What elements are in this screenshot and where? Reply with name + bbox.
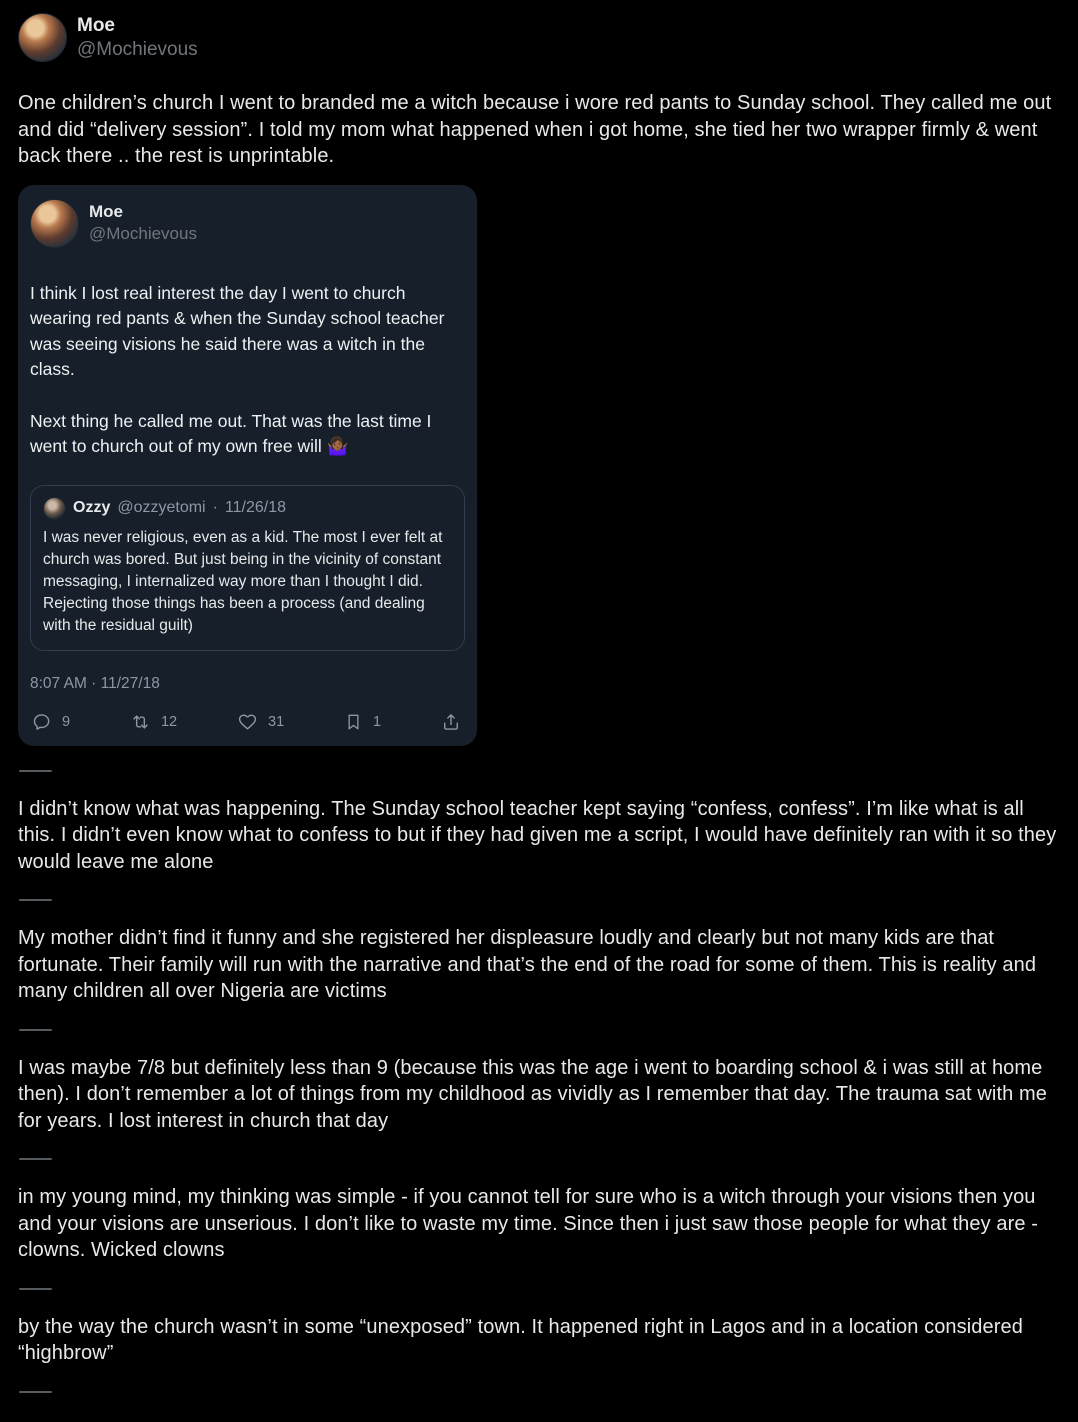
author-avatar[interactable]: [18, 13, 67, 62]
reply-button[interactable]: [32, 712, 70, 732]
author-display-name[interactable]: Moe: [77, 14, 115, 36]
quoted-meta-separator: ·: [212, 499, 218, 516]
embedded-tweet-paragraph: Next thing he called me out. That was the last time I went to church out of my own free will 🤷🏾‍♀️: [30, 410, 432, 456]
embedded-tweet-image[interactable]: [18, 185, 477, 746]
thread-divider: [19, 1029, 52, 1031]
thread-divider: [19, 1391, 52, 1393]
thread-tweet-text: I was maybe 7/8 but definitely less than 9 (because this was the age i went to boarding school & i was still at home then). I don’t remember a lot of things from my childhood as vividly as I remember that day. The trauma sat with me for years. I lost interest in church that day: [18, 1056, 1047, 1132]
like-count: 31: [268, 713, 285, 730]
tweet-header: [18, 0, 1060, 62]
like-button[interactable]: [237, 712, 284, 732]
embedded-tweet-paragraph: I think I lost real interest the day I went to church wearing red pants & when the Sunday school teacher was seeing visions he said there was a witch in the class.: [30, 282, 445, 379]
thread-divider: [19, 1288, 52, 1290]
thread-divider: [19, 770, 52, 772]
bookmark-button[interactable]: [344, 712, 381, 732]
reply-icon: [32, 712, 52, 732]
tweet-action-bar: [30, 712, 465, 734]
bookmark-count: 1: [373, 713, 382, 730]
bookmark-icon: [344, 712, 363, 732]
reply-count: 9: [62, 713, 71, 730]
thread-divider: [19, 899, 52, 901]
quoted-tweet-date: 11/26/18: [224, 499, 287, 516]
repost-icon: [130, 712, 151, 732]
tweet-timestamp: 8:07 AM · 11/27/18: [30, 674, 160, 692]
embedded-author-avatar: [30, 199, 79, 248]
quoted-author-avatar: [43, 497, 66, 520]
quoted-tweet-header: [43, 497, 452, 520]
quoted-tweet-card: [30, 485, 465, 651]
thread-tweet-text: by the way the church wasn’t in some “unexposed” town. It happened right in Lagos and in a location considered “highbrow”: [18, 1315, 1023, 1364]
quoted-author-handle: @ozzyetomi: [117, 499, 206, 516]
repost-button[interactable]: [130, 712, 177, 732]
share-button[interactable]: [441, 712, 461, 732]
share-icon: [441, 712, 461, 732]
thread-tweet-text: I didn’t know what was happening. The Sunday school teacher kept saying “confess, confess”. I’m like what is all this. I didn’t even know what to confess to but if they had given me a script, I would have definitely ran with it so they would leave me alone: [18, 797, 1057, 873]
quoted-tweet-text: I was never religious, even as a kid. The most I ever felt at church was bored. But just being in the vicinity of constant messaging, I internalized way more than I thought I did. Rejecting those things has been a process (and dealing with the residual guilt): [43, 528, 443, 634]
thread-tweet-text: in my young mind, my thinking was simple - if you cannot tell for sure who is a witch through your visions then you and your visions are unserious. I don’t like to waste my time. Since then i just saw those people for what they are - clowns. Wicked clowns: [18, 1186, 1038, 1261]
embedded-author-display-name: Moe: [89, 202, 123, 222]
embedded-tweet-header: [30, 199, 465, 248]
thread-tweet-text: My mother didn’t find it funny and she registered her displeasure loudly and clearly but not many kids are that fortunate. Their family will run with the narrative and that’s the end of the road for some of them. This is reality and many children all over Nigeria are victims: [18, 927, 1037, 1002]
quoted-author-display-name: Ozzy: [73, 499, 111, 516]
like-icon: [237, 712, 258, 732]
main-tweet-text: One children’s church I went to branded me a witch because i wore red pants to Sunday school. They called me out and did “delivery session”. I told my mom what happened when i got home, she tied her two wrapper firmly & went back there .. the rest is unprintable.: [18, 92, 1052, 167]
repost-count: 12: [160, 713, 178, 730]
thread-divider: [19, 1158, 52, 1160]
embedded-author-handle: @Mochievous: [89, 224, 197, 243]
author-name-block[interactable]: [77, 15, 198, 61]
author-handle[interactable]: @Mochievous: [77, 38, 198, 60]
